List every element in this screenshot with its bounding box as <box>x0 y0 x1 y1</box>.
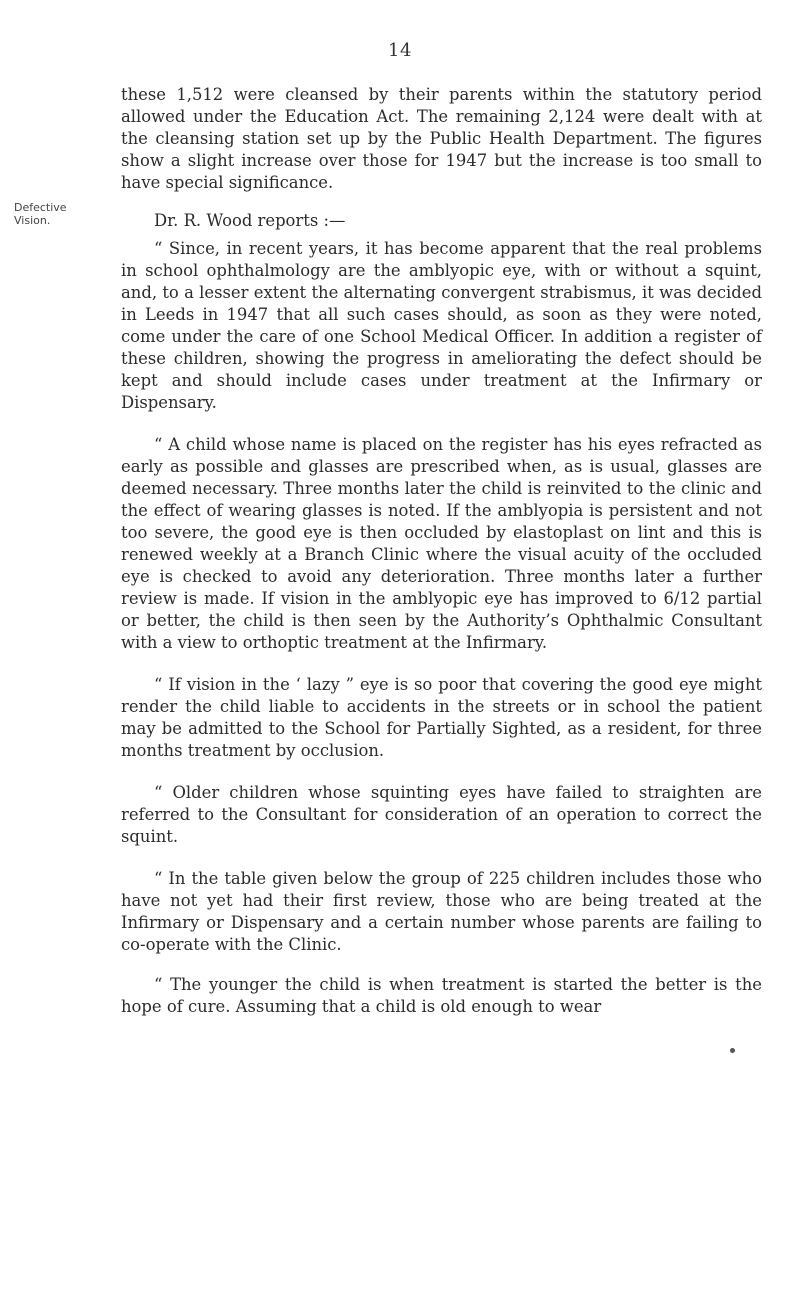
report-paragraph-3: “ If vision in the ‘ lazy ” eye is so poor that covering the good eye might render the child liable to accidents in the streets or in school the patient may be admitted to the School for Partially Sighted, as a resident, for three months treatment by occlusion. <box>121 675 762 760</box>
margin-heading-line-2: Vision. <box>14 214 51 227</box>
report-paragraph-5: “ In the table given below the group of 225 children includes those who have not yet had their first review, those who are being treated at the Infirmary or Dispensary and a certain number whose parents are failing to co-operate with the Clinic. <box>121 869 762 954</box>
margin-heading-line-1: Defective <box>14 201 67 214</box>
report-paragraph-4: “ Older children whose squinting eyes have failed to straighten are referred to the Consultant for consideration of an operation to correct the squint. <box>121 783 762 846</box>
opening-paragraph: these 1,512 were cleansed by their parents within the statutory period allowed under the Education Act. The remaining 2,124 were dealt with at the cleansing station set up by the Public Health Department. The figures show a slight increase over those for 1947 but the increase is too small to have special significance. <box>121 85 762 192</box>
report-paragraph-2: “ A child whose name is placed on the register has his eyes refracted as early as possible and glasses are prescribed when, as is usual, glasses are deemed necessary. Three months later the child is reinvited to the clinic and the effect of wearing glasses is noted. If the amblyopia is persistent and not too severe, the good eye is then occluded by elastoplast on lint and this is renewed weekly at a Branch Clinic where the visual acuity of the occluded eye is checked to avoid any deterioration. Three months later a further review is made. If vision in the amblyopic eye has improved to 6/12 partial or better, the child is then seen by the Authority’s Ophthalmic Consultant with a view to orthoptic treatment at the Infirmary. <box>121 435 762 652</box>
margin-heading <box>14 201 104 227</box>
page-number: 14 <box>388 40 412 61</box>
report-paragraph-6: “ The younger the child is when treatment is started the better is the hope of cure. Assuming that a child is old enough to wear <box>121 975 762 1016</box>
report-paragraph-1: “ Since, in recent years, it has become apparent that the real problems in school ophthalmology are the amblyopic eye, with or without a squint, and, to a lesser extent the alternating convergent strabismus, it was decided in Leeds in 1947 that all such cases should, as soon as they were noted, come under the care of one School Medical Officer. In addition a register of these children, showing the progress in ameliorating the defect should be kept and should include cases under treatment at the Infirmary or Dispensary. <box>121 239 762 412</box>
printer-mark <box>730 1048 735 1053</box>
body-text <box>121 84 762 1018</box>
report-intro: Dr. R. Wood reports :— <box>154 211 346 230</box>
